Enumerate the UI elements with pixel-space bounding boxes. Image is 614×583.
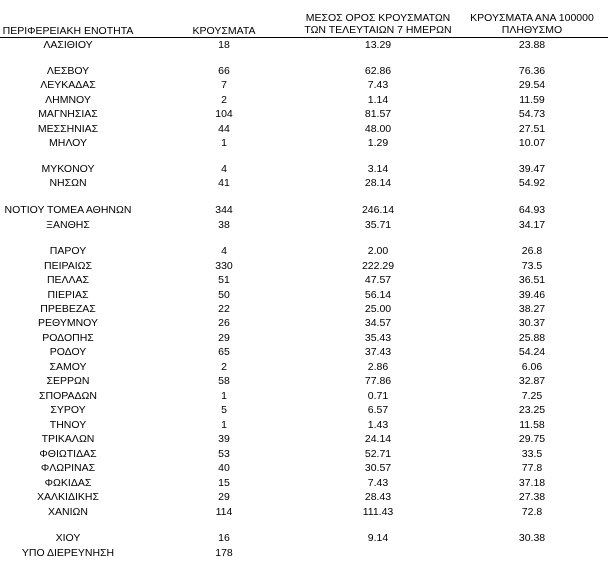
cell-region: ΡΟΔΟΠΗΣ xyxy=(42,332,94,344)
cell-avg: 34.57 xyxy=(364,317,392,329)
cell-cases: 2 xyxy=(221,94,227,106)
cell-avg: 56.14 xyxy=(364,289,392,301)
cell-per100k: 25.88 xyxy=(518,332,546,344)
header-cases: ΚΡΟΥΣΜΑΤΑ xyxy=(192,25,256,37)
cell-region: ΝΗΣΩΝ xyxy=(49,177,87,189)
cell-region: ΣΠΟΡΑΔΩΝ xyxy=(39,390,97,402)
cell-region: ΧΑΝΙΩΝ xyxy=(48,506,88,518)
cell-per100k: 54.73 xyxy=(518,108,546,120)
cell-per100k: 36.51 xyxy=(518,274,546,286)
cell-region: ΠΡΕΒΕΖΑΣ xyxy=(40,303,96,315)
cell-region: ΜΗΛΟΥ xyxy=(49,137,87,149)
cell-cases: 29 xyxy=(218,332,230,344)
cell-region: ΣΕΡΡΩΝ xyxy=(46,375,90,387)
cell-avg: 28.14 xyxy=(364,177,392,189)
cell-cases: 44 xyxy=(218,123,230,135)
cell-region: ΤΡΙΚΑΛΩΝ xyxy=(41,433,95,445)
cell-per100k: 39.46 xyxy=(518,289,546,301)
cell-per100k: 54.92 xyxy=(518,177,546,189)
cell-cases: 65 xyxy=(218,346,230,358)
cell-cases: 114 xyxy=(215,506,233,518)
cell-cases: 29 xyxy=(218,491,230,503)
cell-cases: 39 xyxy=(218,433,230,445)
cell-avg: 35.71 xyxy=(364,219,392,231)
cell-avg: 77.86 xyxy=(364,375,392,387)
header-region: ΠΕΡΙΦΕΡΕΙΑΚΗ ΕΝΟΤΗΤΑ xyxy=(2,25,134,37)
cell-cases: 1 xyxy=(221,137,227,149)
cell-cases: 330 xyxy=(215,260,233,272)
cell-per100k: 72.8 xyxy=(521,506,543,518)
cell-cases: 41 xyxy=(218,177,230,189)
cell-cases: 2 xyxy=(221,361,227,373)
cell-avg: 7.43 xyxy=(367,477,389,489)
cell-cases: 104 xyxy=(215,108,233,120)
cell-cases: 66 xyxy=(218,65,230,77)
cell-avg: 7.43 xyxy=(367,79,389,91)
cell-per100k: 64.93 xyxy=(518,204,546,216)
header-avg-line1: ΜΕΣΟΣ ΟΡΟΣ ΚΡΟΥΣΜΑΤΩΝ xyxy=(305,12,451,24)
cell-region: ΝΟΤΙΟΥ ΤΟΜΕΑ ΑΘΗΝΩΝ xyxy=(4,204,132,216)
cell-region: ΡΕΘΥΜΝΟΥ xyxy=(37,317,98,329)
cell-cases: 18 xyxy=(218,39,230,51)
cell-region: ΣΥΡΟΥ xyxy=(50,404,86,416)
cell-per100k: 30.37 xyxy=(518,317,546,329)
cell-avg: 37.43 xyxy=(364,346,392,358)
cell-per100k: 23.25 xyxy=(518,404,546,416)
cell-cases: 1 xyxy=(221,419,227,431)
cell-region: ΛΑΣΙΘΙΟΥ xyxy=(43,39,93,51)
cell-per100k: 11.58 xyxy=(519,419,545,431)
cell-avg: 246.14 xyxy=(361,204,395,216)
cell-avg: 13.29 xyxy=(364,39,392,51)
cell-region: ΡΟΔΟΥ xyxy=(49,346,87,358)
cell-per100k: 7.25 xyxy=(521,390,543,402)
cell-region: ΠΙΕΡΙΑΣ xyxy=(47,289,89,301)
cell-per100k: 37.18 xyxy=(518,477,546,489)
cell-per100k: 10.07 xyxy=(518,137,546,149)
cell-per100k: 6.06 xyxy=(521,361,543,373)
cell-per100k: 11.59 xyxy=(519,94,545,106)
cell-region: ΛΕΣΒΟΥ xyxy=(46,65,90,77)
cell-cases: 58 xyxy=(218,375,230,387)
cell-region: ΦΛΩΡΙΝΑΣ xyxy=(40,462,96,474)
cell-avg: 0.71 xyxy=(367,390,389,402)
cell-region: ΜΥΚΟΝΟΥ xyxy=(41,163,95,175)
cell-avg: 24.14 xyxy=(364,433,392,445)
cell-avg: 1.29 xyxy=(367,137,389,149)
cell-per100k: 34.17 xyxy=(518,219,546,231)
cell-avg: 2.00 xyxy=(367,245,389,257)
header-per100k-line1: ΚΡΟΥΣΜΑΤΑ ΑΝΑ 100000 xyxy=(470,12,594,24)
cell-avg: 2.86 xyxy=(367,361,389,373)
cell-per100k: 73.5 xyxy=(521,260,543,272)
cell-per100k: 23.88 xyxy=(518,39,546,51)
cell-avg: 25.00 xyxy=(364,303,392,315)
cell-cases: 4 xyxy=(221,245,227,257)
cell-avg: 52.71 xyxy=(364,448,392,460)
header-avg-line2: ΤΩΝ ΤΕΛΕΥΤΑΙΩΝ 7 ΗΜΕΡΩΝ xyxy=(304,24,452,36)
cell-cases: 344 xyxy=(215,204,233,216)
cell-region: ΠΑΡΟΥ xyxy=(49,245,87,257)
cell-per100k: 77.8 xyxy=(521,462,543,474)
cell-cases: 178 xyxy=(215,547,233,559)
cell-avg: 6.57 xyxy=(367,404,389,416)
cell-region: ΧΑΛΚΙΔΙΚΗΣ xyxy=(37,491,99,503)
cell-cases: 16 xyxy=(218,532,230,544)
cell-avg: 35.43 xyxy=(364,332,392,344)
cell-per100k: 33.5 xyxy=(521,448,543,460)
cell-region: ΥΠΟ ΔΙΕΡΕΥΝΗΣΗ xyxy=(21,547,115,559)
cell-cases: 4 xyxy=(221,163,227,175)
cell-per100k: 27.38 xyxy=(518,491,546,503)
cell-avg: 9.14 xyxy=(367,532,389,544)
cell-avg: 28.43 xyxy=(364,491,392,503)
cell-cases: 7 xyxy=(221,79,227,91)
cell-per100k: 26.8 xyxy=(521,245,543,257)
cell-avg: 81.57 xyxy=(364,108,392,120)
cell-region: ΤΗΝΟΥ xyxy=(49,419,87,431)
cell-region: ΞΑΝΘΗΣ xyxy=(46,219,90,231)
cell-avg: 1.43 xyxy=(367,419,389,431)
cell-cases: 15 xyxy=(218,477,230,489)
cell-avg: 48.00 xyxy=(364,123,392,135)
cell-cases: 53 xyxy=(218,448,230,460)
cell-cases: 22 xyxy=(218,303,230,315)
cell-region: ΛΕΥΚΑΔΑΣ xyxy=(40,79,96,91)
cell-avg: 111.43 xyxy=(362,506,394,518)
cell-region: ΛΗΜΝΟΥ xyxy=(45,94,91,106)
cell-per100k: 76.36 xyxy=(518,65,546,77)
cell-per100k: 32.87 xyxy=(518,375,546,387)
cell-per100k: 29.75 xyxy=(518,433,546,445)
header-per100k-line2: ΠΛΗΘΥΣΜΟ xyxy=(501,24,563,36)
cell-cases: 26 xyxy=(218,317,230,329)
cell-per100k: 39.47 xyxy=(518,163,546,175)
cell-per100k: 54.24 xyxy=(518,346,546,358)
cell-cases: 1 xyxy=(221,390,227,402)
cell-region: ΠΕΛΛΑΣ xyxy=(46,274,90,286)
cell-region: ΦΩΚΙΔΑΣ xyxy=(44,477,92,489)
cell-region: ΣΑΜΟΥ xyxy=(49,361,87,373)
cell-cases: 5 xyxy=(221,404,227,416)
cell-cases: 40 xyxy=(218,462,230,474)
cell-region: ΜΕΣΣΗΝΙΑΣ xyxy=(37,123,99,135)
header-per100k xyxy=(456,12,608,36)
cell-avg: 47.57 xyxy=(364,274,392,286)
cell-avg: 62.86 xyxy=(364,65,392,77)
cell-region: ΠΕΙΡΑΙΩΣ xyxy=(44,260,92,272)
cell-avg: 222.29 xyxy=(361,260,395,272)
cell-per100k: 29.54 xyxy=(518,79,546,91)
cell-cases: 38 xyxy=(218,219,230,231)
header-rule xyxy=(0,37,608,38)
cell-region: ΧΙΟΥ xyxy=(55,532,81,544)
cell-cases: 50 xyxy=(218,289,230,301)
cell-per100k: 30.38 xyxy=(518,532,546,544)
cell-region: ΦΘΙΩΤΙΔΑΣ xyxy=(39,448,97,460)
cell-cases: 51 xyxy=(218,274,230,286)
cell-per100k: 38.27 xyxy=(518,303,546,315)
cell-per100k: 27.51 xyxy=(518,123,546,135)
header-avg xyxy=(300,12,456,36)
cell-avg: 3.14 xyxy=(367,163,389,175)
cell-avg: 1.14 xyxy=(367,94,389,106)
cell-avg: 30.57 xyxy=(364,462,392,474)
cell-region: ΜΑΓΝΗΣΙΑΣ xyxy=(38,108,98,120)
